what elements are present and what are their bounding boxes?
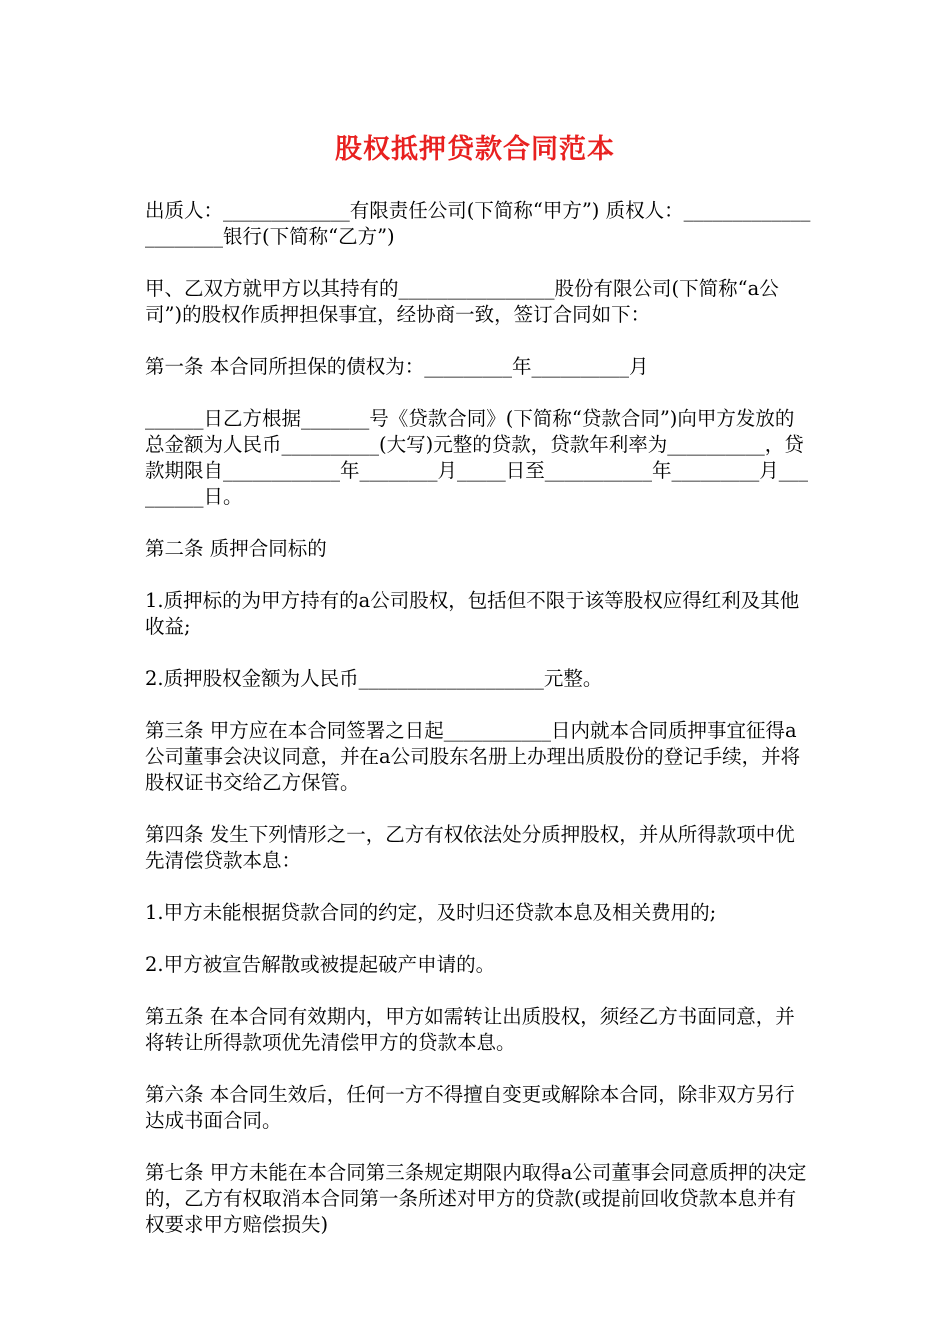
article-1-heading: 第一条 本合同所担保的债权为：_________年__________月	[145, 355, 649, 378]
parties-paragraph: 出质人：_____________有限责任公司(下简称“甲方”) 质权人：_____________________银行(下简称“乙方”)	[145, 199, 811, 248]
preamble-paragraph: 甲、乙双方就甲方以其持有的________________股份有限公司(下简称“a公司”)的股权作质押担保事宜，经协商一致，签订合同如下：	[145, 277, 779, 326]
article-6: 第六条 本合同生效后，任何一方不得擅自变更或解除本合同，除非双方另行达成书面合同。	[145, 1083, 795, 1132]
article-3: 第三条 甲方应在本合同签署之日起___________日内就本合同质押事宜征得a公司董事会决议同意，并在a公司股东名册上办理出质股份的登记手续，并将股权证书交给乙方保管。	[145, 719, 801, 794]
document-body	[145, 198, 813, 1264]
article-5: 第五条 在本合同有效期内，甲方如需转让出质股权，须经乙方书面同意，并将转让所得款项优先清偿甲方的贷款本息。	[145, 1005, 795, 1054]
article-1-body: ______日乙方根据_______号《贷款合同》(下简称“贷款合同”)向甲方发放的总金额为人民币__________(大写)元整的贷款，贷款年利率为__________，贷款期限自____________年________月_____日至___________年_________月_________日。	[145, 407, 809, 508]
article-7: 第七条 甲方未能在本合同第三条规定期限内取得a公司董事会同意质押的决定的，乙方有权取消本合同第一条所述对甲方的贷款(或提前回收贷款本息并有权要求甲方赔偿损失)	[145, 1161, 807, 1236]
article-4-heading: 第四条 发生下列情形之一，乙方有权依法处分质押股权，并从所得款项中优先清偿贷款本息：	[145, 823, 795, 872]
article-2-item-2: 2.质押股权金额为人民币___________________元整。	[145, 667, 603, 690]
article-4-item-1: 1.甲方未能根据贷款合同的约定，及时归还贷款本息及相关费用的;	[145, 901, 717, 924]
article-2-item-1: 1.质押标的为甲方持有的a公司股权，包括但不限于该等股权应得红利及其他收益;	[145, 589, 800, 638]
document-title: 股权抵押贷款合同范本	[335, 134, 615, 165]
article-2-heading: 第二条 质押合同标的	[145, 537, 327, 560]
article-4-item-2: 2.甲方被宣告解散或被提起破产申请的。	[145, 953, 496, 976]
